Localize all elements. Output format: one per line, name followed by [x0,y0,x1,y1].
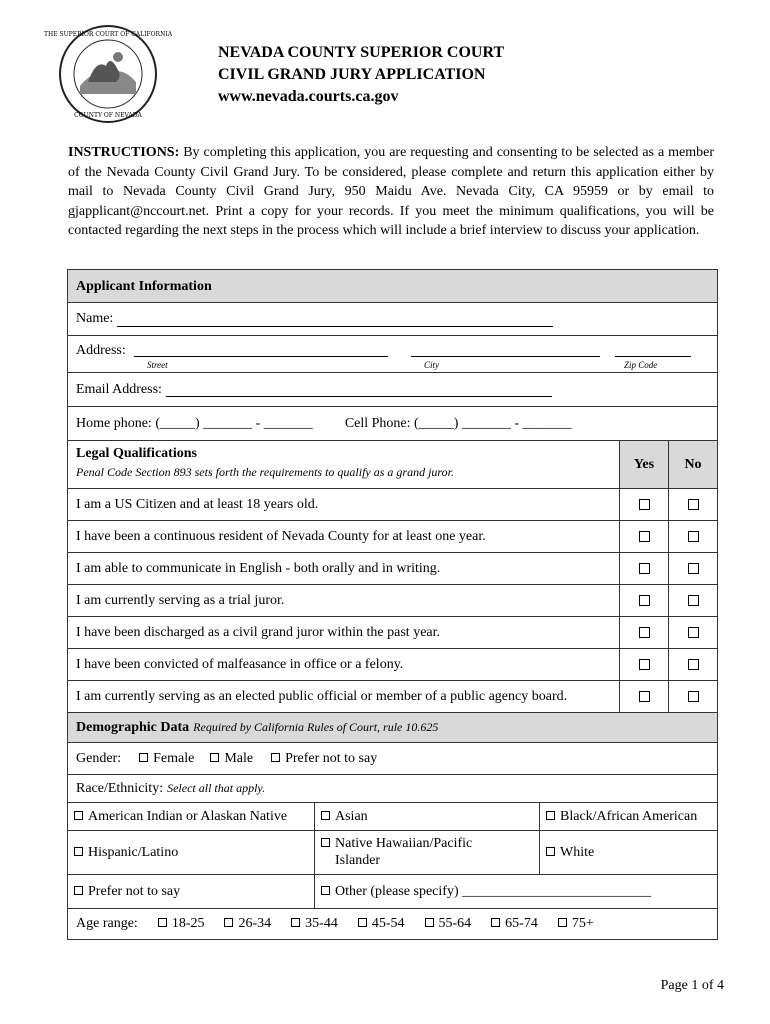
race-option-black[interactable]: Black/African American [540,803,717,830]
checkbox[interactable] [425,918,434,927]
age-option-label: 35-44 [305,916,338,931]
yes-cell [619,649,668,680]
race-header-row [67,775,718,803]
no-cell [668,553,717,584]
address-row [67,336,718,373]
no-column-header: No [668,441,717,488]
race-row-2 [67,831,718,875]
legal-section-header [67,441,718,489]
qualification-text: I am currently serving as an elected public official or member of a public agency board. [76,688,568,704]
checkbox[interactable] [491,918,500,927]
qualification-row [67,489,718,521]
race-option-hispanic[interactable]: Hispanic/Latino [68,831,315,874]
age-option-label: 65-74 [505,916,538,931]
no-checkbox[interactable] [688,627,699,638]
race-option-hawaiian[interactable]: Native Hawaiian/Pacific Islander [315,831,540,874]
demographic-section-header [67,713,718,743]
zip-caption: Zip Code [624,360,658,370]
yes-cell [619,617,668,648]
age-options [138,916,594,932]
yes-cell [619,489,668,520]
age-option-label: 55-64 [438,916,472,931]
qualification-row [67,553,718,585]
no-cell [668,585,717,616]
age-option[interactable] [558,916,594,932]
name-row [67,303,718,336]
checkbox[interactable] [291,918,300,927]
qualification-text: I am able to communicate in English - both orally and in writing. [76,560,441,576]
race-option-other[interactable]: Other (please specify) ___________________________ [315,875,717,908]
phone-row [67,407,718,441]
address-label: Address: [76,343,126,358]
document-header [218,42,504,108]
no-checkbox[interactable] [688,691,699,702]
no-checkbox[interactable] [688,531,699,542]
qualification-text: I have been discharged as a civil grand juror within the past year. [76,624,441,640]
legal-section-subtitle: Penal Code Section 893 sets forth the requirements to qualify as a grand juror. [76,465,454,479]
checkbox[interactable] [139,753,148,762]
age-option[interactable] [291,916,338,932]
gender-option-prefer-not[interactable] [271,751,377,767]
email-row [67,373,718,407]
race-label: Race/Ethnicity: [76,780,164,796]
no-checkbox[interactable] [688,499,699,510]
applicant-section-title: Applicant Information [76,279,212,294]
no-cell [668,617,717,648]
home-phone-field[interactable]: Home phone: (_____) _______ - _______ [76,415,313,431]
yes-checkbox[interactable] [639,531,650,542]
race-row-1 [67,803,718,831]
gender-option-label: Female [153,750,195,766]
street-caption: Street [147,360,168,370]
seal-bottom-text: COUNTY OF NEVADA [74,112,142,119]
checkbox[interactable] [558,918,567,927]
qualification-row [67,585,718,617]
yes-checkbox[interactable] [639,691,650,702]
age-label: Age range: [76,916,138,931]
yes-checkbox[interactable] [639,563,650,574]
no-cell [668,489,717,520]
form-title: CIVIL GRAND JURY APPLICATION [218,66,486,83]
yes-cell [619,585,668,616]
qualification-text: I have been a continuous resident of Nevada County for at least one year. [76,528,486,544]
checkbox[interactable] [358,918,367,927]
demographic-section-title: Demographic Data [76,719,190,735]
legal-section-title: Legal Qualifications [76,446,197,461]
age-option-label: 18-25 [171,916,205,931]
zip-field[interactable] [615,342,691,357]
court-website: www.nevada.courts.ca.gov [218,88,399,105]
city-field[interactable] [411,342,600,357]
instructions-label: INSTRUCTIONS: [68,145,180,160]
age-option[interactable] [425,916,472,932]
race-option-asian[interactable]: Asian [315,803,540,830]
race-option-white[interactable]: White [540,831,717,874]
seal-top-text: THE SUPERIOR COURT OF CALIFORNIA [43,31,173,38]
qualification-row [67,521,718,553]
street-field[interactable] [134,342,388,357]
email-label: Email Address: [76,381,162,397]
yes-checkbox[interactable] [639,499,650,510]
no-checkbox[interactable] [688,659,699,670]
gender-row [67,743,718,775]
yes-checkbox[interactable] [639,659,650,670]
application-form [67,269,718,940]
no-cell [668,649,717,680]
court-seal [43,24,173,124]
checkbox[interactable] [158,918,167,927]
qualification-row [67,617,718,649]
no-checkbox[interactable] [688,563,699,574]
no-cell [668,521,717,552]
instructions-text: By completing this application, you are requesting and consenting to be selected as a member of the Nevada County Civil Grand Jury. To be considered, please complete and return this application either by mail to Nevada County Civil Grand Jury, 950 Maidu Ave. Nevada City, CA 95959 or by email to gjapplicant@nccourt.net. Print a copy for your records. If you meet the minimum qualifications, you will be contacted regarding the next steps in the process which will include a brief interview to discuss your application. [68,145,714,238]
city-caption: City [424,360,439,370]
qualification-list [67,489,718,713]
race-row-3 [67,875,718,909]
qualification-row [67,649,718,681]
age-row [67,909,718,940]
age-option[interactable] [491,916,538,932]
page-number: Page 1 of 4 [660,978,724,993]
applicant-section-header [67,269,718,303]
email-field[interactable] [166,382,552,397]
age-option-label: 45-54 [371,916,405,931]
age-option[interactable] [158,916,205,932]
yes-checkbox[interactable] [639,627,650,638]
gender-label: Gender: [76,750,122,766]
yes-cell [619,681,668,712]
age-option-label: 75+ [571,916,594,931]
demographic-section-subtitle: Required by California Rules of Court, rule 10.625 [193,720,439,734]
cell-phone-field[interactable]: Cell Phone: (_____) _______ - _______ [344,415,572,431]
gender-option-label: Male [224,750,254,766]
age-option[interactable] [224,916,271,932]
name-field[interactable] [117,312,553,327]
race-option-american-indian[interactable]: American Indian or Alaskan Native [68,803,315,830]
court-name: NEVADA COUNTY SUPERIOR COURT [218,44,505,61]
qualification-row [67,681,718,713]
qualification-text: I am a US Citizen and at least 18 years old. [76,496,319,512]
qualification-text: I have been convicted of malfeasance in office or a felony. [76,656,404,672]
yes-checkbox[interactable] [639,595,650,606]
yes-cell [619,553,668,584]
yes-cell [619,521,668,552]
no-checkbox[interactable] [688,595,699,606]
checkbox[interactable] [224,918,233,927]
age-option[interactable] [358,916,405,932]
gender-option-female[interactable] [139,751,194,767]
race-option-prefer-not[interactable]: Prefer not to say [68,875,315,908]
no-cell [668,681,717,712]
name-label: Name: [76,311,114,326]
gender-option-male[interactable] [210,751,253,767]
race-hint: Select all that apply. [167,781,266,795]
age-option-label: 26-34 [238,916,272,931]
qualification-text: I am currently serving as a trial juror. [76,592,285,608]
checkbox[interactable] [210,753,219,762]
instructions [68,143,714,241]
gender-option-label: Prefer not to say [285,750,378,766]
checkbox[interactable] [271,753,280,762]
yes-column-header: Yes [619,441,668,488]
